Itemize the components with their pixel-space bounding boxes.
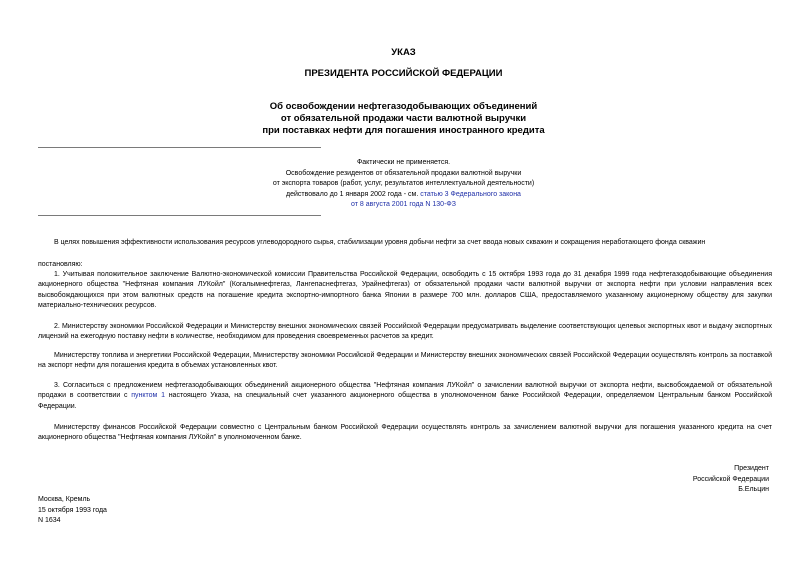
federal-law-date-link[interactable]: от 8 августа 2001 года N 130-ФЗ xyxy=(351,201,456,208)
preamble-paragraph: В целях повышения эффективности использования ресурсов углеводородного сырья, стабилизации уровня добычи нефти за счет ввода новых скважин и сокращения неработающего фонда скважин xyxy=(54,239,706,246)
doc-type-title: УКАЗ xyxy=(391,47,416,58)
decree-number: N 1634 xyxy=(38,517,61,524)
point-1-link[interactable]: пунктом 1 xyxy=(131,392,165,400)
issuer-title: ПРЕЗИДЕНТА РОССИЙСКОЙ ФЕДЕРАЦИИ xyxy=(304,68,503,79)
signature-name: Б.Ельцин xyxy=(738,486,769,493)
paragraph-3-end: настоящего Указа, на специальный счет указанного акционерного общества в уполномоченном банке Российской Федерации, определяемом Центральным банком Российской Федерации. xyxy=(38,392,772,410)
federal-law-article-link[interactable]: статью 3 Федерального закона xyxy=(420,190,521,198)
paragraph-3-start: 3. Согласиться с предложением нефтегазодобывающих объединений акционерного общества "Нефтяная компания ЛУКойл" о зачислении валютной выручки от экспорта нефти, высвобождаемой от обязательной продажи в соответствии с xyxy=(38,382,772,400)
note-line-4-prefix: действовало до 1 января 2002 года - см. xyxy=(286,190,421,198)
paragraph-2-continued: Министерству топлива и энергетики Российской Федерации, Министерству экономики Российской Федерации и Министерству внешних экономических связей Российской Федерации осуществлять контроль за поставкой на экспорт нефти для погашения кредита в объемах установленных квот. xyxy=(38,352,772,370)
note-line-3: от экспорта товаров (работ, услуг, результатов интеллектуальной деятельности) xyxy=(272,180,535,187)
place-of-signing: Москва, Кремль xyxy=(38,496,91,503)
note-top-divider xyxy=(38,147,321,148)
signing-date: 15 октября 1993 года xyxy=(38,506,107,514)
note-line-5 xyxy=(0,200,807,211)
note-line-4 xyxy=(0,190,807,201)
place-date-block xyxy=(38,495,107,527)
note-line-1: Фактически не применяется. xyxy=(356,159,451,166)
paragraph-2: 2. Министерству экономики Российской Федерации и Министерству внешних экономических связей Российской Федерации предусматривать выделение соответствующих целевых экспортных квот и выдачу экспортных лицензий на ежегодную поставку нефти в количестве, необходимом для проведения своевременных расчетов за кредит. xyxy=(38,323,772,341)
note-bottom-divider xyxy=(38,215,321,216)
subject-title xyxy=(0,101,807,137)
subject-line-2: от обязательной продажи части валютной выручки xyxy=(280,113,527,124)
paragraph-3 xyxy=(38,381,772,412)
signature-country: Российской Федерации xyxy=(692,475,769,483)
decree-word: постановляю: xyxy=(38,261,83,268)
signature-position: Президент xyxy=(734,465,769,472)
paragraph-1: 1. Учитывая положительное заключение Валютно-экономической комиссии Правительства Российской Федерации, освободить с 15 октября 1993 года до 31 декабря 1999 года нефтегазодобывающие объединения акционерного общества "Нефтяная компания ЛУКойл" (Когалымнефтегаз, Лангепаснефтегаз, Урайнефтегаз) от обязательной продажи части валютной выручки от экспорта нефти при условии направления всех высвобождающихся при этом валютных средств на погашение кредита экспортно-импортного банка Японии в размере 700 млн. долларов США, предоставляемого указанному акционерному обществу для закупки материально-технических ресурсов. xyxy=(38,271,772,309)
editorial-note xyxy=(0,158,807,211)
note-line-2: Освобождение резидентов от обязательной продажи валютной выручки xyxy=(285,169,522,177)
subject-line-1: Об освобождении нефтегазодобывающих объединений xyxy=(269,101,538,112)
paragraph-3-continued: Министерству финансов Российской Федерации совместно с Центральным банком Российской Федерации осуществлять контроль за зачислением валютной выручки для погашения указанного кредита на счет акционерного общества "Нефтяная компания ЛУКойл" в уполномоченном банке. xyxy=(38,424,772,442)
signature-block xyxy=(693,464,769,496)
subject-line-3: при поставках нефти для погашения иностранного кредита xyxy=(262,125,545,136)
